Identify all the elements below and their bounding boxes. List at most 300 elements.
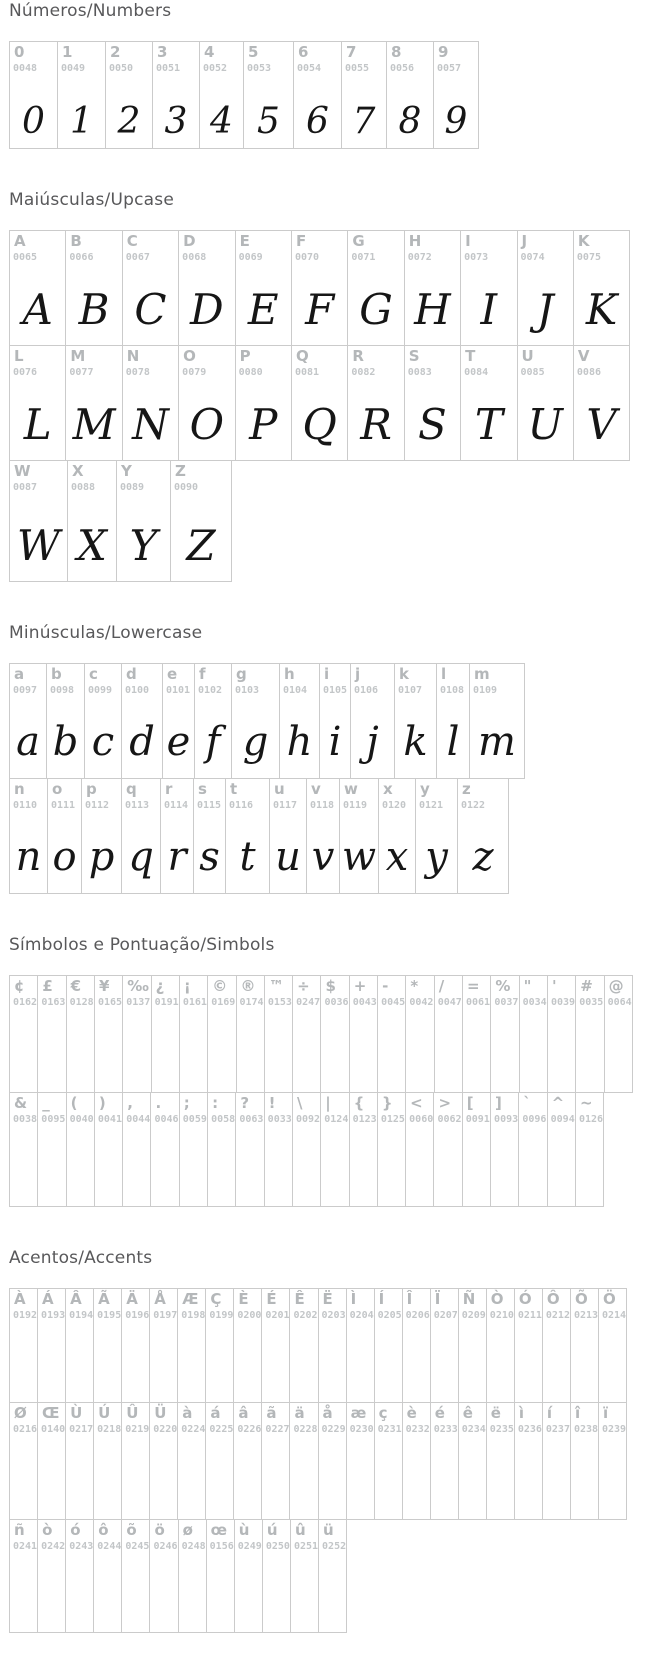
cell-unicode-code: 0196	[125, 1310, 150, 1321]
char-cell	[604, 975, 633, 1093]
cell-char-label: }	[381, 1094, 393, 1112]
cell-glyph: 9	[444, 101, 468, 142]
char-cell	[177, 1402, 206, 1520]
cell-char-label: 1	[62, 43, 73, 61]
cell-glyph: y	[425, 834, 448, 880]
char-cell	[150, 1092, 179, 1207]
cell-glyph: A	[22, 285, 53, 334]
char-cell	[519, 975, 548, 1093]
cell-char-label: [	[466, 1094, 474, 1112]
cell-char-label: P	[239, 347, 251, 365]
cell-unicode-code: 0114	[164, 800, 189, 811]
cell-unicode-code: 0041	[97, 1114, 122, 1125]
cell-unicode-code: 0252	[322, 1541, 347, 1552]
char-cell	[598, 1288, 627, 1403]
cell-char-label: X	[72, 462, 84, 480]
cell-glyph: I	[480, 285, 498, 334]
cell-char-label: d	[126, 665, 137, 683]
cell-char-label: 0	[14, 43, 25, 61]
cell-char-label: t	[230, 780, 238, 798]
char-cell	[404, 230, 461, 346]
char-cell	[67, 460, 117, 582]
cell-unicode-code: 0113	[125, 800, 150, 811]
char-cell	[319, 663, 351, 779]
cell-char-label: Ø	[14, 1404, 27, 1422]
grid-row	[9, 460, 231, 582]
cell-char-label: ¡	[183, 977, 191, 995]
cell-char-label: &	[14, 1094, 28, 1112]
section-numbers	[9, 2, 661, 149]
cell-unicode-code: 0060	[409, 1114, 434, 1125]
char-cell	[81, 778, 122, 894]
cell-unicode-code: 0106	[354, 685, 379, 696]
cell-unicode-code: 0137	[126, 997, 151, 1008]
cell-unicode-code: 0246	[153, 1541, 178, 1552]
char-cell	[405, 975, 434, 1093]
cell-char-label: û	[294, 1521, 306, 1539]
cell-char-label: ¿	[155, 977, 165, 995]
cell-unicode-code: 0083	[407, 367, 432, 378]
section-accents	[9, 1249, 661, 1633]
cell-unicode-code: 0090	[174, 482, 199, 493]
char-cell	[122, 345, 179, 461]
cell-unicode-code: 0103	[235, 685, 260, 696]
char-cell	[121, 1519, 150, 1633]
cell-unicode-code: 0226	[237, 1424, 262, 1435]
section-title: Símbolos e Pontuação/Simbols	[9, 935, 275, 955]
char-cell	[122, 1092, 151, 1207]
cell-char-label: /	[438, 977, 445, 995]
cell-char-label: Æ	[182, 1290, 199, 1308]
cell-unicode-code: 0115	[197, 800, 222, 811]
char-cell	[9, 778, 48, 894]
char-cell	[116, 460, 171, 582]
cell-unicode-code: 0056	[390, 63, 415, 74]
cell-char-label: ï	[602, 1404, 609, 1422]
cell-char-label: 9	[438, 43, 449, 61]
char-cell	[386, 41, 434, 149]
char-cell	[573, 345, 630, 461]
cell-char-label: K	[577, 232, 590, 250]
char-cell	[430, 1288, 459, 1403]
char-cell	[347, 230, 404, 346]
char-cell	[9, 345, 66, 461]
cell-unicode-code: 0211	[517, 1310, 542, 1321]
char-cell	[57, 41, 106, 149]
grid-row	[9, 230, 629, 346]
cell-char-label: 6	[298, 43, 309, 61]
char-cell	[436, 663, 470, 779]
char-cell	[394, 663, 437, 779]
char-cell	[37, 1402, 66, 1520]
char-cell	[93, 1519, 122, 1633]
char-cell	[205, 1288, 234, 1403]
cell-char-label: D	[183, 232, 196, 250]
cell-glyph: r	[167, 834, 187, 880]
cell-char-label: 5	[248, 43, 259, 61]
char-cell	[405, 1092, 434, 1207]
cell-unicode-code: 0071	[351, 252, 376, 263]
char-cell	[66, 975, 95, 1093]
char-cell	[374, 1288, 403, 1403]
cell-glyph: C	[134, 285, 167, 334]
cell-char-label: Ö	[602, 1290, 616, 1308]
cell-char-label: é	[434, 1404, 445, 1422]
cell-char-label: õ	[126, 1521, 137, 1539]
cell-char-label: <	[410, 1094, 423, 1112]
cell-char-label: ]	[495, 1094, 502, 1112]
cell-unicode-code: 0055	[345, 63, 370, 74]
cell-char-label: V	[577, 347, 590, 365]
cell-glyph: P	[249, 400, 278, 449]
cell-unicode-code: 0116	[229, 800, 254, 811]
cell-char-label: Ñ	[462, 1290, 476, 1308]
cell-char-label: Œ	[42, 1404, 60, 1422]
cell-unicode-code: 0092	[295, 1114, 321, 1125]
cell-unicode-code: 0207	[433, 1310, 458, 1321]
cell-unicode-code: 0036	[324, 997, 349, 1008]
cell-char-label: B	[70, 232, 82, 250]
cell-glyph: G	[359, 285, 393, 334]
char-cell	[162, 663, 195, 779]
cell-unicode-code: 0042	[409, 997, 434, 1008]
cell-unicode-code: 0069	[238, 252, 263, 263]
cell-glyph: 2	[117, 101, 141, 142]
char-cell	[433, 41, 479, 149]
cell-unicode-code: 0097	[13, 685, 38, 696]
cell-char-label: ñ	[14, 1521, 25, 1539]
cell-unicode-code: 0205	[377, 1310, 402, 1321]
cell-unicode-code: 0121	[419, 800, 444, 811]
cell-char-label: >	[438, 1094, 452, 1112]
cell-char-label: T	[465, 347, 476, 365]
cell-unicode-code: 0251	[293, 1541, 319, 1552]
cell-glyph: S	[418, 400, 447, 449]
cell-unicode-code: 0250	[265, 1541, 290, 1552]
char-cell	[457, 778, 509, 894]
char-cell	[9, 663, 47, 779]
cell-char-label: ø	[182, 1521, 193, 1539]
cell-char-label: k	[399, 665, 409, 683]
char-cell	[289, 1288, 318, 1403]
cell-unicode-code: 0191	[154, 997, 179, 1008]
grid-row	[9, 778, 508, 894]
cell-glyph: k	[403, 719, 428, 765]
char-cell	[293, 41, 342, 149]
cell-unicode-code: 0079	[182, 367, 207, 378]
char-cell	[350, 663, 395, 779]
char-cell	[542, 1402, 571, 1520]
cell-char-label: J	[521, 232, 528, 250]
char-cell	[570, 1288, 599, 1403]
char-cell	[320, 1092, 349, 1207]
cell-glyph: w	[341, 834, 377, 880]
cell-glyph: u	[275, 834, 301, 880]
cell-unicode-code: 0063	[239, 1114, 264, 1125]
char-cell	[160, 778, 194, 894]
char-cell	[290, 1519, 319, 1633]
char-cell	[575, 1092, 604, 1207]
cell-glyph: D	[190, 285, 224, 334]
cell-unicode-code: 0239	[601, 1424, 627, 1435]
cell-char-label: ™	[268, 977, 284, 995]
cell-glyph: q	[128, 834, 154, 880]
cell-glyph: V	[586, 400, 617, 449]
cell-unicode-code: 0068	[182, 252, 207, 263]
char-cell	[291, 345, 348, 461]
cell-char-label: Ë	[322, 1290, 333, 1308]
cell-unicode-code: 0102	[198, 685, 223, 696]
cell-unicode-code: 0216	[13, 1424, 38, 1435]
char-cell	[9, 230, 66, 346]
char-grid	[9, 663, 524, 894]
cell-char-label: ,	[127, 1094, 133, 1112]
cell-char-label: å	[322, 1404, 333, 1422]
char-cell	[121, 1288, 150, 1403]
section-symbols	[9, 936, 661, 1207]
cell-glyph: b	[52, 719, 79, 765]
cell-char-label: ê	[462, 1404, 473, 1422]
cell-unicode-code: 0088	[71, 482, 96, 493]
cell-char-label: Û	[126, 1404, 139, 1422]
cell-glyph: M	[72, 400, 116, 449]
cell-unicode-code: 0153	[267, 997, 292, 1008]
cell-char-label: í	[546, 1404, 553, 1422]
char-cell	[490, 975, 519, 1093]
cell-glyph: E	[247, 285, 279, 334]
cell-unicode-code: 0209	[461, 1310, 486, 1321]
cell-glyph: e	[166, 719, 191, 765]
cell-char-label: ü	[323, 1521, 334, 1539]
cell-char-label: Ì	[350, 1290, 357, 1308]
char-cell	[415, 778, 458, 894]
char-cell	[570, 1402, 599, 1520]
char-cell	[94, 975, 123, 1093]
cell-unicode-code: 0214	[601, 1310, 627, 1321]
cell-char-label: m	[474, 665, 490, 683]
char-cell	[234, 1519, 263, 1633]
char-cell	[207, 1092, 236, 1207]
char-cell	[84, 663, 122, 779]
cell-glyph: B	[78, 285, 110, 334]
grid-row	[9, 1288, 626, 1403]
cell-char-label: À	[14, 1290, 26, 1308]
cell-char-label: u	[274, 780, 285, 798]
cell-glyph: 4	[210, 101, 233, 142]
cell-char-label: Ó	[518, 1290, 532, 1308]
char-cell	[233, 1402, 262, 1520]
cell-glyph: m	[478, 719, 516, 765]
cell-unicode-code: 0249	[237, 1541, 262, 1552]
cell-char-label: à	[182, 1404, 193, 1422]
char-cell	[206, 1519, 235, 1633]
cell-unicode-code: 0047	[437, 997, 462, 1008]
cell-char-label: F	[295, 232, 307, 250]
cell-char-label: #	[580, 977, 593, 995]
cell-char-label: Ê	[294, 1290, 305, 1308]
cell-char-label: Ù	[70, 1404, 83, 1422]
cell-char-label: b	[51, 665, 62, 683]
cell-unicode-code: 0212	[545, 1310, 570, 1321]
cell-char-label: h	[284, 665, 295, 683]
cell-unicode-code: 0229	[321, 1424, 346, 1435]
cell-char-label: ù	[238, 1521, 250, 1539]
cell-unicode-code: 0118	[310, 800, 335, 811]
char-cell	[346, 1402, 375, 1520]
cell-unicode-code: 0203	[321, 1310, 346, 1321]
cell-unicode-code: 0084	[464, 367, 489, 378]
char-cell	[547, 1092, 576, 1207]
cell-glyph: o	[52, 834, 77, 880]
cell-unicode-code: 0077	[69, 367, 94, 378]
cell-unicode-code: 0072	[407, 252, 432, 263]
cell-glyph: 1	[70, 101, 93, 142]
cell-unicode-code: 0230	[349, 1424, 374, 1435]
cell-char-label: R	[352, 347, 364, 365]
char-cell	[37, 1092, 66, 1207]
cell-unicode-code: 0073	[464, 252, 489, 263]
cell-char-label: ¥	[98, 977, 110, 995]
char-grid	[9, 975, 632, 1207]
char-cell	[341, 41, 387, 149]
cell-char-label: (	[70, 1094, 78, 1112]
char-cell	[9, 1402, 38, 1520]
cell-unicode-code: 0082	[351, 367, 376, 378]
grid-row	[9, 1519, 346, 1633]
cell-char-label: ?	[240, 1094, 250, 1112]
char-cell	[65, 345, 122, 461]
cell-char-label: ÷	[297, 977, 310, 995]
cell-char-label: E	[239, 232, 250, 250]
cell-char-label: )	[98, 1094, 106, 1112]
cell-glyph: f	[205, 719, 221, 765]
cell-unicode-code: 0174	[239, 997, 264, 1008]
cell-unicode-code: 0231	[377, 1424, 402, 1435]
cell-char-label: !	[268, 1094, 276, 1112]
cell-glyph: T	[474, 400, 503, 449]
cell-unicode-code: 0100	[125, 685, 150, 696]
cell-char-label: Z	[175, 462, 186, 480]
cell-char-label: ç	[378, 1404, 388, 1422]
cell-char-label: Q	[295, 347, 309, 365]
cell-unicode-code: 0104	[283, 685, 308, 696]
cell-unicode-code: 0049	[61, 63, 86, 74]
cell-char-label: Ã	[98, 1290, 110, 1308]
cell-char-label: j	[355, 665, 361, 683]
cell-char-label: Ï	[434, 1290, 441, 1308]
cell-char-label: o	[52, 780, 63, 798]
cell-char-label: Å	[154, 1290, 166, 1308]
cell-unicode-code: 0043	[352, 997, 377, 1008]
char-cell	[598, 1402, 627, 1520]
cell-unicode-code: 0227	[265, 1424, 290, 1435]
cell-char-label: :	[212, 1094, 219, 1112]
cell-glyph: a	[16, 719, 40, 765]
cell-glyph: i	[328, 719, 342, 765]
cell-unicode-code: 0098	[50, 685, 75, 696]
char-cell	[279, 663, 320, 779]
cell-char-label: n	[14, 780, 25, 798]
grid-row	[9, 663, 524, 779]
cell-glyph: 7	[352, 101, 376, 142]
char-cell	[261, 1402, 290, 1520]
cell-unicode-code: 0232	[405, 1424, 430, 1435]
cell-unicode-code: 0233	[433, 1424, 458, 1435]
cell-unicode-code: 0117	[273, 800, 298, 811]
cell-char-label: Õ	[574, 1290, 588, 1308]
cell-unicode-code: 0122	[461, 800, 486, 811]
cell-glyph: R	[360, 400, 392, 449]
cell-char-label: y	[420, 780, 430, 798]
cell-unicode-code: 0053	[247, 63, 272, 74]
char-cell	[121, 663, 163, 779]
cell-unicode-code: 0218	[97, 1424, 122, 1435]
char-cell	[292, 975, 321, 1093]
cell-char-label: ö	[154, 1521, 165, 1539]
cell-glyph: h	[286, 719, 313, 765]
char-grid	[9, 230, 629, 582]
cell-char-label: .	[155, 1094, 162, 1112]
cell-unicode-code: 0093	[494, 1114, 519, 1125]
cell-char-label: ¢	[14, 977, 25, 995]
cell-glyph: p	[88, 834, 115, 880]
char-cell	[65, 230, 122, 346]
cell-glyph: 6	[306, 101, 329, 142]
char-cell	[430, 1402, 459, 1520]
cell-glyph: x	[385, 834, 409, 880]
cell-unicode-code: 0074	[520, 252, 545, 263]
cell-unicode-code: 0206	[405, 1310, 430, 1321]
char-cell	[178, 345, 235, 461]
cell-unicode-code: 0061	[466, 997, 491, 1008]
cell-char-label: Ü	[154, 1404, 167, 1422]
cell-unicode-code: 0162	[13, 997, 38, 1008]
character-map-sections	[9, 2, 661, 1633]
cell-glyph: F	[305, 285, 335, 334]
cell-char-label: S	[408, 347, 420, 365]
cell-char-label: `	[523, 1094, 531, 1112]
cell-unicode-code: 0110	[13, 800, 38, 811]
char-cell	[193, 778, 226, 894]
char-cell	[433, 1092, 462, 1207]
cell-unicode-code: 0140	[41, 1424, 66, 1435]
cell-unicode-code: 0051	[156, 63, 181, 74]
cell-unicode-code: 0075	[576, 252, 601, 263]
char-cell	[469, 663, 525, 779]
char-cell	[573, 230, 630, 346]
cell-unicode-code: 0089	[120, 482, 145, 493]
cell-unicode-code: 0065	[13, 252, 38, 263]
char-cell	[346, 1288, 375, 1403]
cell-glyph: 8	[398, 101, 422, 142]
cell-char-label: f	[199, 665, 206, 683]
cell-char-label: ó	[70, 1521, 81, 1539]
cell-char-label: H	[408, 232, 422, 250]
char-cell	[46, 663, 85, 779]
cell-unicode-code: 0081	[294, 367, 320, 378]
cell-char-label: a	[14, 665, 25, 683]
cell-char-label: ;	[183, 1094, 190, 1112]
cell-unicode-code: 0201	[265, 1310, 290, 1321]
cell-char-label: i	[324, 665, 330, 683]
cell-unicode-code: 0198	[181, 1310, 206, 1321]
char-cell	[205, 1402, 234, 1520]
char-cell	[170, 460, 232, 582]
cell-unicode-code: 0194	[69, 1310, 94, 1321]
cell-unicode-code: 0165	[97, 997, 123, 1008]
char-cell	[514, 1402, 543, 1520]
cell-unicode-code: 0107	[398, 685, 423, 696]
